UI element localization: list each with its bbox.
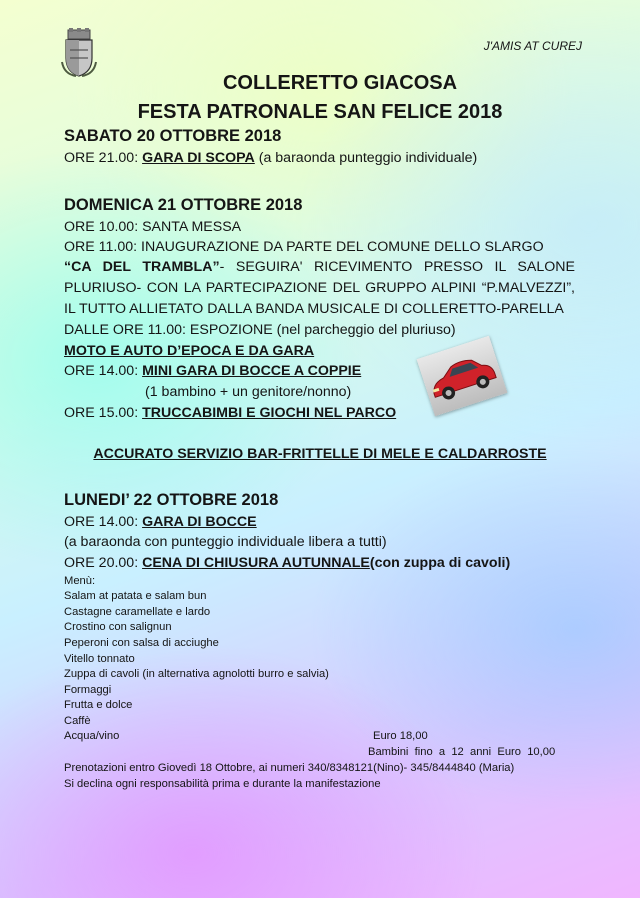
sunday-bocce-line [64,363,361,379]
town-coat-of-arms-icon [60,28,98,78]
sunday-heading: DOMENICA 21 OTTOBRE 2018 [64,196,303,214]
event-name: TRUCCABIMBI E GIOCHI NEL PARCO [142,405,397,421]
menu-label: Menù: [64,575,96,587]
menu-item: Peperoni con salsa di acciughe [64,637,219,649]
sunday-band-line: IL TUTTO ALLIETATO DALLA BANDA MUSICALE DI COLLERETTO-PARELLA [64,301,564,317]
association-name: J'AMIS AT CUREJ [483,39,582,53]
menu-item: Zuppa di cavoli (in alternativa agnolotti burro e salvia) [64,668,329,680]
saturday-event-line [64,150,477,166]
sunday-inauguration: ORE 11.00: INAUGURAZIONE DA PARTE DEL COMUNE DELLO SLARGO [64,239,544,255]
menu-item: Crostino con salignun [64,621,172,633]
monday-bocce-detail: (a baraonda con punteggio individuale libera a tutti) [64,534,387,550]
sunday-bocce-detail: (1 bambino + un genitore/nonno) [145,384,352,400]
monday-bocce-line [64,514,257,530]
event-detail: (con zuppa di cavoli) [369,555,511,571]
monday-heading: LUNEDI’ 22 OTTOBRE 2018 [64,491,279,509]
sunday-exhibition-title: MOTO E AUTO D’EPOCA E DA GARA [64,343,315,359]
event-title: COLLERETTO GIACOSA [222,72,458,94]
event-detail: (a baraonda punteggio individuale) [254,150,478,166]
event-name: GARA DI BOCCE [142,514,257,530]
menu-item: Vitello tonnato [64,653,135,665]
event-name: GARA DI SCOPA [142,150,255,166]
event-time: ORE 14.00: [64,363,143,379]
sunday-alpini-line: PLURIUSO- CON LA PARTECIPAZIONE DEL GRUPPO ALPINI “P.MALVEZZI”, [64,280,575,296]
event-time: ORE 15.00: [64,405,143,421]
sunday-reception-line [64,259,575,275]
menu-item: Castagne caramellate e lardo [64,606,211,618]
booking-info: Prenotazioni entro Giovedì 18 Ottobre, ai numeri 340/8348121(Nino)- 345/8444840 (Maria) [64,762,515,774]
price-adults: Euro 18,00 [373,730,428,742]
services-banner: ACCURATO SERVIZIO BAR-FRITTELLE DI MELE E CALDARROSTE [93,446,547,462]
event-time: ORE 14.00: [64,514,143,530]
saturday-heading: SABATO 20 OTTOBRE 2018 [64,127,282,145]
place-name: “CA DEL TRAMBLA” [64,259,220,275]
event-name: CENA DI CHIUSURA AUTUNNALE [142,555,370,571]
disclaimer: Si declina ogni responsabilità prima e durante la manifestazione [64,778,381,790]
menu-item: Formaggi [64,684,112,696]
event-subtitle: FESTA PATRONALE SAN FELICE 2018 [137,101,503,123]
monday-dinner-line [64,555,510,571]
menu-item: Acqua/vino [64,730,120,742]
vintage-red-car-image [417,336,508,417]
sunday-mass: ORE 10.00: SANTA MESSA [64,219,242,235]
event-time: ORE 21.00: [64,150,143,166]
sunday-kids-line [64,405,396,421]
reception-text: - SEGUIRA' RICEVIMENTO PRESSO IL SALONE [219,259,575,275]
menu-item: Salam at patata e salam bun [64,590,207,602]
sunday-exhibition: DALLE ORE 11.00: ESPOZIONE (nel parcheggio del pluriuso) [64,322,456,338]
price-children: Bambini fino a 12 anni Euro 10,00 [368,746,556,758]
menu-item: Frutta e dolce [64,699,133,711]
event-time: ORE 20.00: [64,555,143,571]
menu-item: Caffè [64,715,91,727]
event-name: MINI GARA DI BOCCE A COPPIE [142,363,362,379]
